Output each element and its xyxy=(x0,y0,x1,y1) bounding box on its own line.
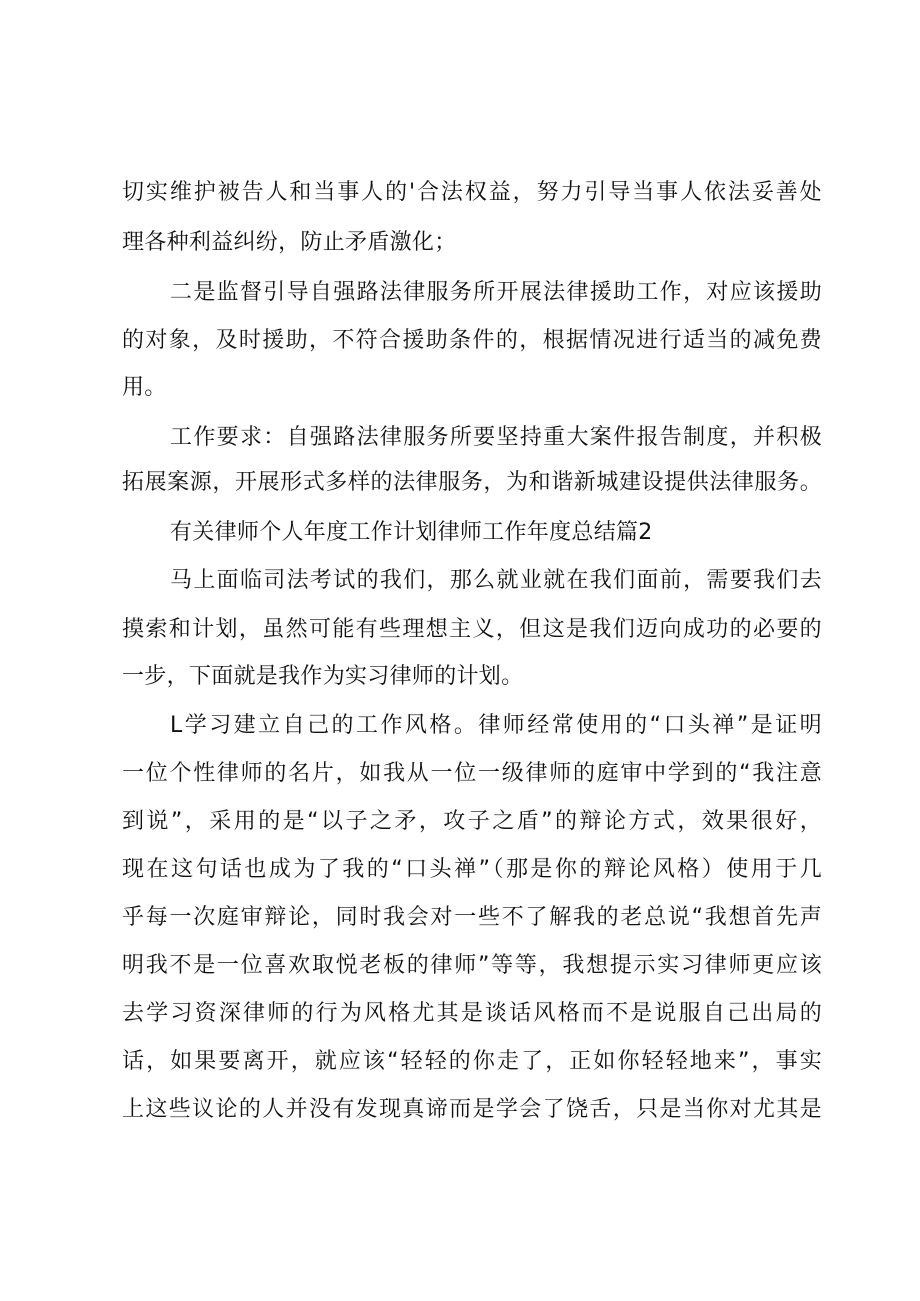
paragraph-line: 明我不是一位喜欢取悦老板的律师”等等，我想提示实习律师更应该 xyxy=(122,953,822,978)
paragraph-line: 去学习资深律师的行为风格尤其是谈话风格而不是说服自己出局的 xyxy=(122,1001,822,1026)
paragraph-line: 话，如果要离开，就应该“轻轻的你走了，正如你轻轻地来”，事实 xyxy=(122,1049,822,1074)
paragraph-line: 用。 xyxy=(122,375,167,400)
paragraph-line: 一位个性律师的名片，如我从一位一级律师的庭审中学到的“我注意 xyxy=(122,761,822,786)
paragraph-line: 摸索和计划，虽然可能有些理想主义，但这是我们迈向成功的必要的 xyxy=(122,617,822,642)
paragraph-line: 的对象，及时援助，不符合援助条件的，根据情况进行适当的减免费 xyxy=(122,328,822,353)
paragraph-line: 马上面临司法考试的我们，那么就业就在我们面前，需要我们去 xyxy=(170,568,822,593)
paragraph-line: 上这些议论的人并没有发现真谛而是学会了饶舌，只是当你对尤其是 xyxy=(122,1097,822,1122)
section-heading: 有关律师个人年度工作计划律师工作年度总结篇2 xyxy=(170,520,653,545)
paragraph-line: 切实维护被告人和当事人的'合法权益，努力引导当事人依法妥善处 xyxy=(122,180,822,205)
paragraph-line: L学习建立自己的工作风格。律师经常使用的“口头禅”是证明 xyxy=(170,713,822,738)
paragraph-line: 一步，下面就是我作为实习律师的计划。 xyxy=(122,664,524,689)
paragraph-line: 现在这句话也成为了我的“口头禅”（那是你的辩论风格）使用于几 xyxy=(122,857,822,882)
paragraph-line: 二是监督引导自强路法律服务所开展法律援助工作，对应该援助 xyxy=(170,280,822,305)
paragraph-line: 拓展案源，开展形式多样的法律服务，为和谐新城建设提供法律服务。 xyxy=(122,470,822,495)
paragraph-line: 乎每一次庭审辩论，同时我会对一些不了解我的老总说“我想首先声 xyxy=(122,905,822,930)
paragraph-line: 理各种利益纠纷，防止矛盾激化； xyxy=(122,230,457,255)
paragraph-line: 工作要求：自强路法律服务所要坚持重大案件报告制度，并积极 xyxy=(170,425,822,450)
paragraph-line: 到说”，采用的是“以子之矛，攻子之盾”的辩论方式，效果很好， xyxy=(122,809,822,834)
